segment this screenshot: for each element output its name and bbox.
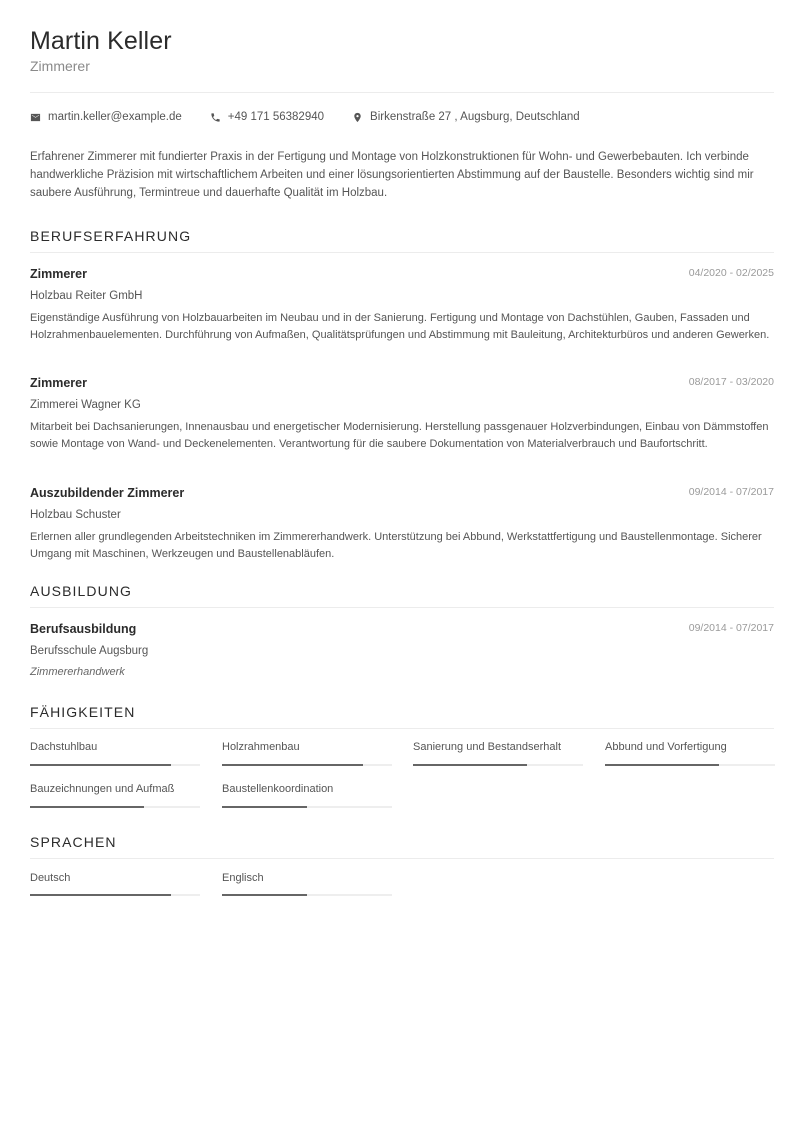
language-level-bar	[30, 894, 200, 896]
job-title: Zimmerer	[30, 267, 87, 281]
profile-summary: Erfahrener Zimmerer mit fundierter Praxis in der Fertigung und Montage von Holzkonstruktionen für Wohn- und Gewerbebauten. Ich verbinde handwerkliche Präzision mit wirtschaftlichem Arbeiten und einer lösungsorientierten Abstimmung auf der Baustelle. Besonders wichtig sind mir saubere Ausführung, Termintreue und dauerhafte Qualität im Holzbau.	[30, 151, 754, 199]
skill-level-bar	[222, 806, 392, 808]
contact-address	[352, 111, 580, 123]
job-description: Eigenständige Ausführung von Holzbauarbeiten im Neubau und in der Sanierung. Fertigung und Montage von Dachstühlen, Gauben, Fassaden und Holzrahmenbauelementen. Durchführung von Aufmaßen, Qualitätsprüfungen und Abstimmung mit Bauleitung, Architekturbüros und anderen Gewerken.	[30, 312, 770, 341]
contact-bar	[30, 109, 608, 125]
languages-section-title: SPRACHEN	[30, 834, 117, 850]
languages-divider	[30, 858, 774, 859]
field-of-study: Zimmererhandwerk	[30, 666, 125, 678]
skill-item	[222, 783, 392, 808]
skill-name: Holzrahmenbau	[222, 741, 300, 753]
job-title: Auszubildender Zimmerer	[30, 486, 185, 500]
skill-item	[30, 783, 200, 808]
language-level-fill	[222, 894, 307, 896]
job-dates: 09/2014 - 07/2017	[688, 486, 774, 498]
contact-phone-text: +49 171 56382940	[227, 111, 325, 123]
skill-item	[605, 741, 775, 766]
skill-level-fill	[605, 764, 719, 766]
phone-icon	[210, 112, 221, 123]
job-title: Zimmerer	[30, 376, 87, 390]
experience-divider	[30, 252, 774, 253]
header-divider	[30, 92, 774, 93]
skill-level-fill	[222, 806, 307, 808]
skill-item	[222, 741, 392, 766]
education-dates: 09/2014 - 07/2017	[688, 622, 774, 634]
contact-address-text: Birkenstraße 27 , Augsburg, Deutschland	[370, 111, 580, 123]
language-level-fill	[30, 894, 171, 896]
contact-email-text: martin.keller@example.de	[48, 111, 182, 123]
skill-name: Sanierung und Bestandserhalt	[413, 741, 561, 753]
skill-name: Bauzeichnungen und Aufmaß	[30, 783, 175, 795]
mail-icon	[30, 112, 41, 123]
skill-name: Dachstuhlbau	[30, 741, 98, 753]
job-company: Holzbau Schuster	[30, 509, 121, 521]
language-level-bar	[222, 894, 392, 896]
candidate-role: Zimmerer	[30, 58, 90, 74]
skill-level-fill	[222, 764, 363, 766]
skill-item	[30, 741, 200, 766]
language-item	[30, 872, 200, 896]
experience-section-title: BERUFSERFAHRUNG	[30, 228, 192, 244]
job-description: Mitarbeit bei Dachsanierungen, Innenausbau und energetischer Modernisierung. Herstellung passgenauer Holzverbindungen, Einbau von Dämmstoffen sowie Montage von Wand- und Deckenelementen. Verantwortung für die saubere Dokumentation von Materialverbrauch und Baufortschritt.	[30, 421, 769, 450]
skills-section-title: FÄHIGKEITEN	[30, 704, 136, 720]
skill-level-fill	[30, 806, 144, 808]
skill-level-bar	[605, 764, 775, 766]
language-name: Deutsch	[30, 872, 71, 884]
skill-level-bar	[222, 764, 392, 766]
contact-phone[interactable]	[210, 111, 324, 123]
school-name: Berufsschule Augsburg	[30, 645, 149, 657]
skill-level-fill	[413, 764, 527, 766]
job-dates: 08/2017 - 03/2020	[688, 376, 774, 388]
job-description: Erlernen aller grundlegenden Arbeitstechniken im Zimmererhandwerk. Unterstützung bei Abbund, Werkstattfertigung und Baustellenmontage. Sicherer Umgang mit Maschinen, Werkzeugen und Baustellenabläufen.	[30, 531, 762, 560]
skill-level-bar	[413, 764, 583, 766]
language-name: Englisch	[222, 872, 264, 884]
skill-level-fill	[30, 764, 171, 766]
job-company: Holzbau Reiter GmbH	[30, 290, 143, 302]
education-section-title: AUSBILDUNG	[30, 583, 133, 599]
location-pin-icon	[352, 112, 363, 123]
skill-level-bar	[30, 764, 200, 766]
skill-name: Baustellenkoordination	[222, 783, 334, 795]
job-company: Zimmerei Wagner KG	[30, 399, 141, 411]
job-dates: 04/2020 - 02/2025	[688, 267, 774, 279]
skill-name: Abbund und Vorfertigung	[605, 741, 727, 753]
education-divider	[30, 607, 774, 608]
degree-title: Berufsausbildung	[30, 622, 137, 636]
contact-email[interactable]	[30, 111, 182, 123]
candidate-name: Martin Keller	[30, 27, 172, 55]
language-item	[222, 872, 392, 896]
skills-divider	[30, 728, 774, 729]
skill-level-bar	[30, 806, 200, 808]
skill-item	[413, 741, 583, 766]
